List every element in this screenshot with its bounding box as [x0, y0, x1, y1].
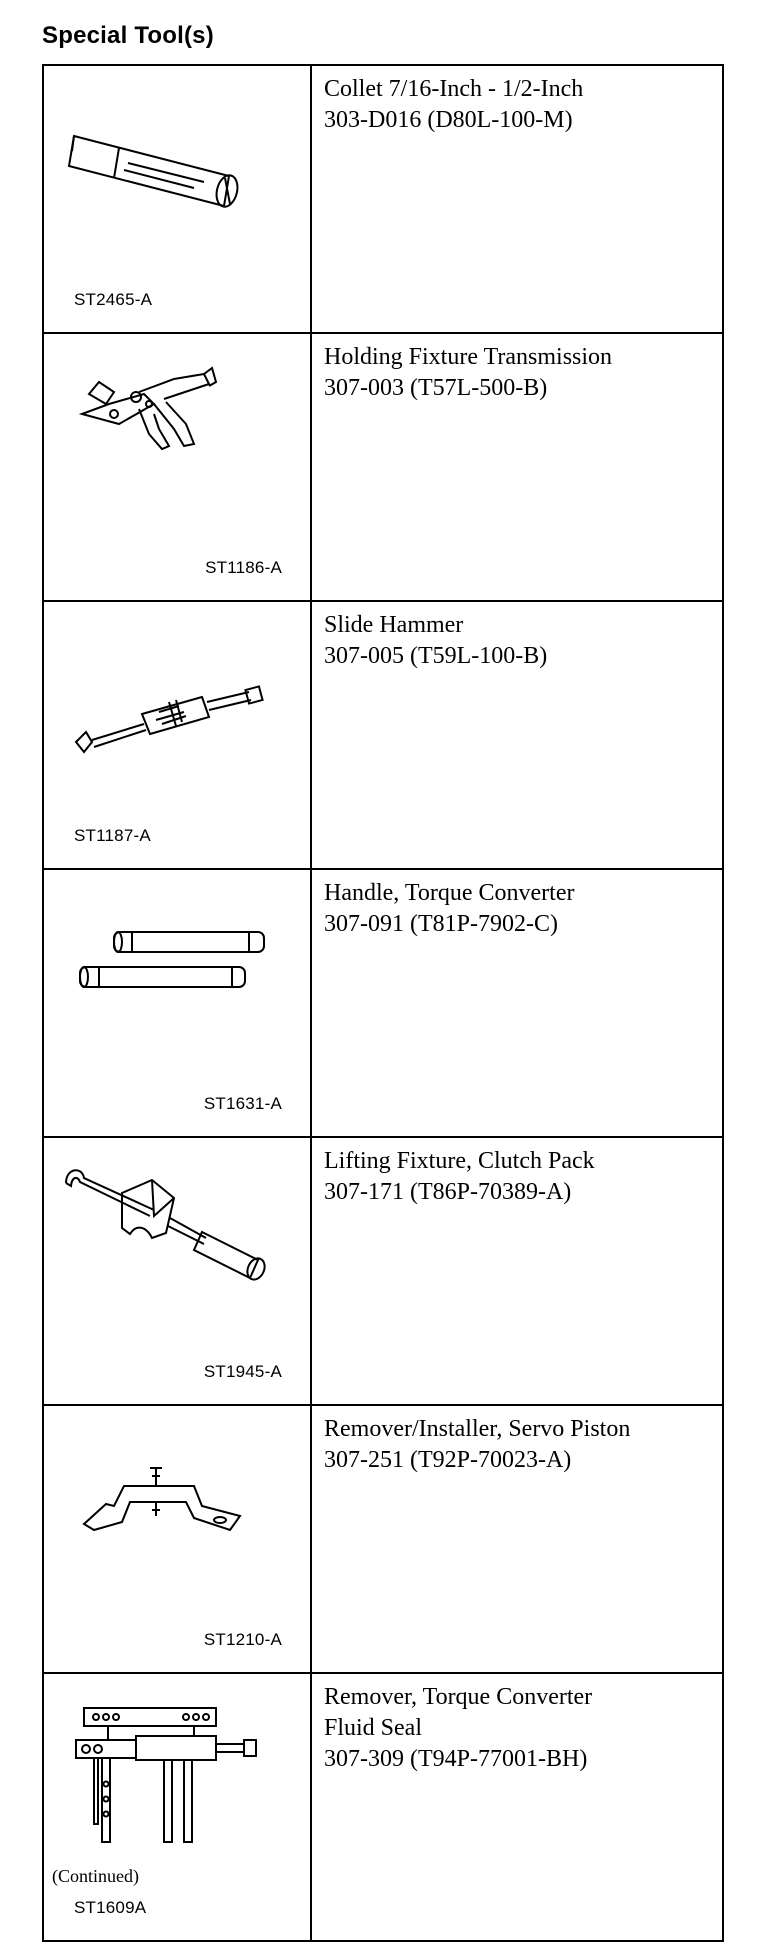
tool-name: Slide Hammer: [324, 612, 464, 638]
tool-name: Remover, Torque Converter: [324, 1684, 593, 1710]
table-row: [43, 1137, 723, 1405]
handle-icon: [44, 870, 310, 1128]
tool-name: Handle, Torque Converter: [324, 880, 575, 906]
tool-description: [311, 333, 723, 601]
tool-code: ST1187-A: [74, 826, 151, 845]
tool-number: 303-D016 (D80L-100-M): [324, 107, 573, 133]
continued-note: (Continued): [52, 1866, 139, 1886]
tool-name: Collet 7/16-Inch - 1/2-Inch: [324, 76, 584, 102]
tool-description: [311, 1405, 723, 1673]
tool-code: ST1210-A: [203, 1630, 282, 1649]
tool-code: ST1186-A: [205, 558, 282, 577]
tool-description: [311, 65, 723, 333]
table-row: [43, 1405, 723, 1673]
tool-illustration-cell: [43, 1405, 311, 1673]
tool-number: 307-171 (T86P-70389-A): [324, 1179, 572, 1205]
seal-remover-icon: [44, 1674, 310, 1932]
tool-illustration-cell: [43, 65, 311, 333]
table-row: [43, 601, 723, 869]
collet-icon: [44, 66, 310, 324]
lifting-fixture-icon: [44, 1138, 310, 1396]
tool-number: 307-005 (T59L-100-B): [324, 643, 548, 669]
tool-description: [311, 869, 723, 1137]
table-row: [43, 333, 723, 601]
tool-name: Remover/Installer, Servo Piston: [324, 1416, 631, 1442]
servo-piston-tool-icon: [44, 1406, 310, 1664]
table-row: [43, 1673, 723, 1941]
tool-name: Lifting Fixture, Clutch Pack: [324, 1148, 595, 1174]
tool-description: [311, 601, 723, 869]
tool-name-cont: Fluid Seal: [324, 1715, 423, 1741]
special-tools-table: [42, 64, 724, 1942]
tool-code: ST2465-A: [74, 290, 153, 309]
table-row: [43, 65, 723, 333]
tool-description: [311, 1673, 723, 1941]
tool-code: ST1945-A: [203, 1362, 282, 1381]
tool-illustration-cell: [43, 601, 311, 869]
tool-description: [311, 1137, 723, 1405]
slide-hammer-icon: [44, 602, 310, 860]
tool-number: 307-003 (T57L-500-B): [324, 375, 548, 401]
tool-illustration-cell: [43, 1673, 311, 1941]
tool-illustration-cell: [43, 1137, 311, 1405]
tool-code: ST1609A: [74, 1898, 147, 1917]
tool-name: Holding Fixture Transmission: [324, 344, 613, 370]
section-title: Special Tool(s): [42, 22, 214, 49]
tool-illustration-cell: [43, 869, 311, 1137]
tool-number: 307-309 (T94P-77001-BH): [324, 1746, 588, 1772]
tool-number: 307-091 (T81P-7902-C): [324, 911, 558, 937]
tool-code: ST1631-A: [203, 1094, 282, 1113]
tool-illustration-cell: [43, 333, 311, 601]
table-row: [43, 869, 723, 1137]
holding-fixture-icon: [44, 334, 310, 592]
tool-number: 307-251 (T92P-70023-A): [324, 1447, 572, 1473]
